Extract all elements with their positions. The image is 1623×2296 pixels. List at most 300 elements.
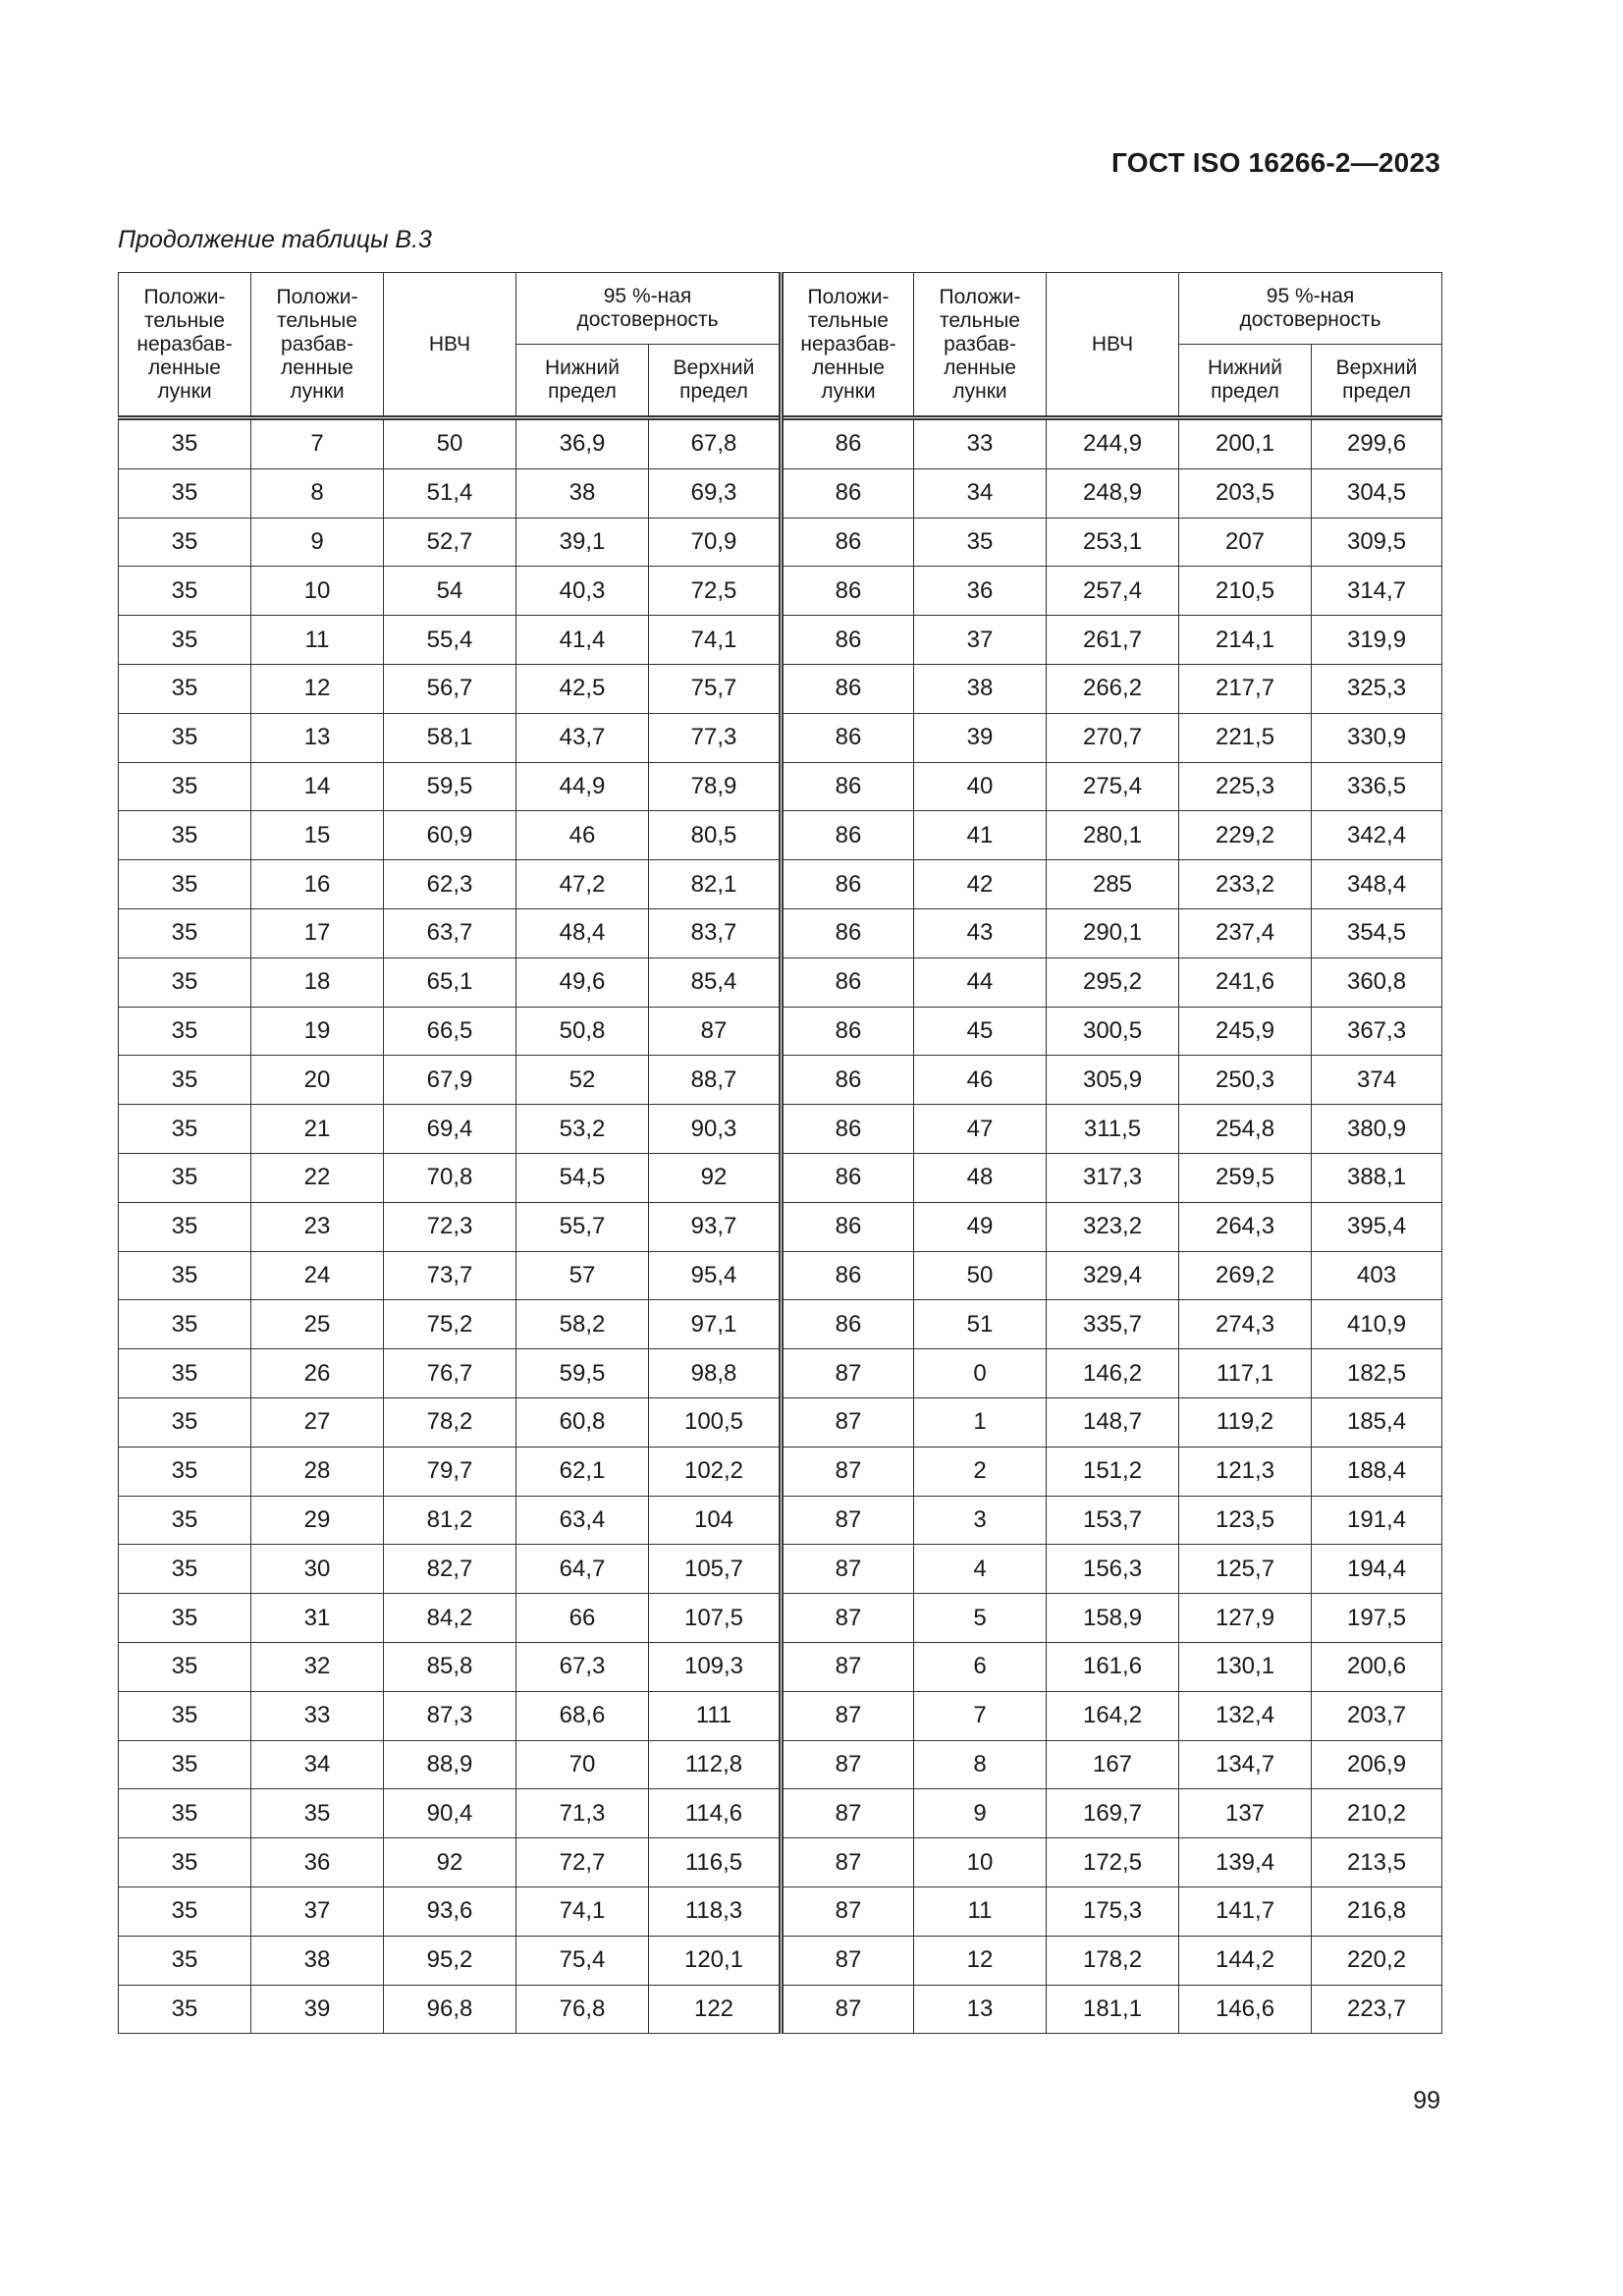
cell-lower-limit: 40,3 — [516, 567, 649, 616]
cell-mpn: 164,2 — [1047, 1691, 1179, 1740]
table-row — [119, 616, 1442, 665]
data-table — [118, 272, 1442, 2034]
cell-positive-diluted: 1 — [914, 1397, 1047, 1447]
table-row — [119, 1886, 1442, 1936]
cell-lower-limit: 55,7 — [516, 1202, 649, 1251]
cell-mpn: 96,8 — [384, 1985, 516, 2034]
cell-positive-undiluted: 35 — [119, 713, 251, 762]
cell-positive-undiluted: 35 — [119, 1936, 251, 1985]
cell-mpn: 88,9 — [384, 1740, 516, 1789]
cell-mpn: 58,1 — [384, 713, 516, 762]
cell-mpn: 146,2 — [1047, 1349, 1179, 1398]
cell-upper-limit: 220,2 — [1312, 1936, 1442, 1985]
cell-upper-limit: 367,3 — [1312, 1007, 1442, 1056]
cell-mpn: 175,3 — [1047, 1886, 1179, 1936]
cell-upper-limit: 304,5 — [1312, 468, 1442, 518]
table-body — [119, 418, 1442, 2034]
table-row — [119, 1300, 1442, 1349]
cell-mpn: 50 — [384, 418, 516, 469]
cell-mpn: 156,3 — [1047, 1545, 1179, 1594]
cell-positive-diluted: 39 — [251, 1985, 384, 2034]
cell-lower-limit: 53,2 — [516, 1105, 649, 1154]
table-row — [119, 957, 1442, 1007]
cell-positive-diluted: 8 — [914, 1740, 1047, 1789]
cell-positive-undiluted: 35 — [119, 1397, 251, 1447]
cell-upper-limit: 104 — [649, 1496, 782, 1545]
cell-mpn: 305,9 — [1047, 1056, 1179, 1105]
cell-positive-undiluted: 87 — [782, 1594, 914, 1643]
cell-upper-limit: 88,7 — [649, 1056, 782, 1105]
cell-lower-limit: 127,9 — [1179, 1594, 1312, 1643]
cell-positive-undiluted: 35 — [119, 1691, 251, 1740]
cell-mpn: 70,8 — [384, 1153, 516, 1202]
cell-mpn: 275,4 — [1047, 762, 1179, 811]
cell-upper-limit: 102,2 — [649, 1447, 782, 1496]
cell-positive-diluted: 49 — [914, 1202, 1047, 1251]
table-row — [119, 1789, 1442, 1838]
cell-mpn: 161,6 — [1047, 1642, 1179, 1691]
cell-mpn: 63,7 — [384, 908, 516, 957]
header-mpn: НВЧ — [384, 273, 516, 418]
header-positive-undiluted: Положи- тельные неразбав- ленные лунки — [782, 273, 914, 418]
cell-positive-diluted: 35 — [914, 518, 1047, 567]
cell-positive-undiluted: 86 — [782, 1153, 914, 1202]
cell-upper-limit: 78,9 — [649, 762, 782, 811]
cell-upper-limit: 77,3 — [649, 713, 782, 762]
cell-positive-undiluted: 35 — [119, 468, 251, 518]
table-row — [119, 1105, 1442, 1154]
cell-mpn: 178,2 — [1047, 1936, 1179, 1985]
cell-positive-undiluted: 86 — [782, 1105, 914, 1154]
cell-upper-limit: 360,8 — [1312, 957, 1442, 1007]
cell-lower-limit: 46 — [516, 811, 649, 860]
cell-positive-diluted: 17 — [251, 908, 384, 957]
cell-upper-limit: 410,9 — [1312, 1300, 1442, 1349]
cell-mpn: 317,3 — [1047, 1153, 1179, 1202]
cell-positive-diluted: 23 — [251, 1202, 384, 1251]
cell-upper-limit: 185,4 — [1312, 1397, 1442, 1447]
cell-positive-undiluted: 35 — [119, 616, 251, 665]
cell-positive-diluted: 18 — [251, 957, 384, 1007]
cell-mpn: 51,4 — [384, 468, 516, 518]
cell-mpn: 261,7 — [1047, 616, 1179, 665]
cell-positive-undiluted: 35 — [119, 664, 251, 713]
cell-lower-limit: 217,7 — [1179, 664, 1312, 713]
table-row — [119, 1056, 1442, 1105]
cell-mpn: 78,2 — [384, 1397, 516, 1447]
cell-upper-limit: 82,1 — [649, 860, 782, 909]
cell-upper-limit: 206,9 — [1312, 1740, 1442, 1789]
cell-positive-undiluted: 86 — [782, 860, 914, 909]
cell-lower-limit: 141,7 — [1179, 1886, 1312, 1936]
cell-positive-diluted: 48 — [914, 1153, 1047, 1202]
cell-positive-undiluted: 86 — [782, 616, 914, 665]
cell-positive-undiluted: 35 — [119, 1740, 251, 1789]
cell-positive-diluted: 27 — [251, 1397, 384, 1447]
cell-positive-undiluted: 86 — [782, 418, 914, 469]
cell-positive-undiluted: 86 — [782, 567, 914, 616]
cell-upper-limit: 194,4 — [1312, 1545, 1442, 1594]
cell-positive-undiluted: 86 — [782, 1007, 914, 1056]
cell-positive-undiluted: 86 — [782, 811, 914, 860]
cell-positive-diluted: 8 — [251, 468, 384, 518]
table-row — [119, 468, 1442, 518]
cell-upper-limit: 319,9 — [1312, 616, 1442, 665]
cell-upper-limit: 93,7 — [649, 1202, 782, 1251]
cell-lower-limit: 41,4 — [516, 616, 649, 665]
cell-mpn: 76,7 — [384, 1349, 516, 1398]
cell-lower-limit: 75,4 — [516, 1936, 649, 1985]
cell-mpn: 172,5 — [1047, 1838, 1179, 1887]
cell-positive-undiluted: 35 — [119, 811, 251, 860]
cell-mpn: 82,7 — [384, 1545, 516, 1594]
cell-positive-diluted: 50 — [914, 1251, 1047, 1300]
table-row — [119, 1153, 1442, 1202]
cell-positive-diluted: 10 — [251, 567, 384, 616]
cell-upper-limit: 200,6 — [1312, 1642, 1442, 1691]
document-code: ГОСТ ISO 16266-2—2023 — [1111, 147, 1440, 178]
cell-lower-limit: 237,4 — [1179, 908, 1312, 957]
cell-positive-undiluted: 87 — [782, 1936, 914, 1985]
cell-mpn: 167 — [1047, 1740, 1179, 1789]
cell-positive-undiluted: 87 — [782, 1838, 914, 1887]
cell-positive-diluted: 33 — [914, 418, 1047, 469]
cell-lower-limit: 144,2 — [1179, 1936, 1312, 1985]
cell-lower-limit: 71,3 — [516, 1789, 649, 1838]
cell-positive-diluted: 34 — [914, 468, 1047, 518]
cell-positive-undiluted: 35 — [119, 1545, 251, 1594]
cell-positive-undiluted: 86 — [782, 1300, 914, 1349]
cell-mpn: 93,6 — [384, 1886, 516, 1936]
cell-mpn: 335,7 — [1047, 1300, 1179, 1349]
cell-positive-diluted: 40 — [914, 762, 1047, 811]
cell-mpn: 266,2 — [1047, 664, 1179, 713]
cell-lower-limit: 210,5 — [1179, 567, 1312, 616]
cell-upper-limit: 80,5 — [649, 811, 782, 860]
cell-upper-limit: 85,4 — [649, 957, 782, 1007]
cell-positive-undiluted: 35 — [119, 1056, 251, 1105]
cell-positive-undiluted: 35 — [119, 1007, 251, 1056]
cell-positive-undiluted: 35 — [119, 1251, 251, 1300]
cell-upper-limit: 87 — [649, 1007, 782, 1056]
cell-upper-limit: 109,3 — [649, 1642, 782, 1691]
page-number: 99 — [1413, 2087, 1440, 2114]
cell-lower-limit: 225,3 — [1179, 762, 1312, 811]
cell-upper-limit: 203,7 — [1312, 1691, 1442, 1740]
cell-mpn: 311,5 — [1047, 1105, 1179, 1154]
cell-positive-undiluted: 35 — [119, 1886, 251, 1936]
cell-mpn: 65,1 — [384, 957, 516, 1007]
cell-mpn: 67,9 — [384, 1056, 516, 1105]
cell-mpn: 73,7 — [384, 1251, 516, 1300]
cell-upper-limit: 69,3 — [649, 468, 782, 518]
cell-positive-diluted: 44 — [914, 957, 1047, 1007]
cell-lower-limit: 59,5 — [516, 1349, 649, 1398]
cell-upper-limit: 74,1 — [649, 616, 782, 665]
cell-upper-limit: 299,6 — [1312, 418, 1442, 469]
cell-upper-limit: 112,8 — [649, 1740, 782, 1789]
cell-positive-undiluted: 35 — [119, 1838, 251, 1887]
cell-upper-limit: 309,5 — [1312, 518, 1442, 567]
cell-lower-limit: 130,1 — [1179, 1642, 1312, 1691]
cell-lower-limit: 60,8 — [516, 1397, 649, 1447]
cell-upper-limit: 342,4 — [1312, 811, 1442, 860]
cell-positive-undiluted: 87 — [782, 1691, 914, 1740]
header-lower-limit: Нижний предел — [516, 345, 649, 418]
cell-mpn: 75,2 — [384, 1300, 516, 1349]
cell-positive-diluted: 3 — [914, 1496, 1047, 1545]
cell-upper-limit: 213,5 — [1312, 1838, 1442, 1887]
cell-positive-diluted: 12 — [251, 664, 384, 713]
cell-upper-limit: 100,5 — [649, 1397, 782, 1447]
cell-positive-diluted: 4 — [914, 1545, 1047, 1594]
cell-positive-undiluted: 87 — [782, 1740, 914, 1789]
cell-lower-limit: 52 — [516, 1056, 649, 1105]
cell-lower-limit: 39,1 — [516, 518, 649, 567]
cell-mpn: 290,1 — [1047, 908, 1179, 957]
table-row — [119, 1202, 1442, 1251]
cell-positive-undiluted: 87 — [782, 1496, 914, 1545]
cell-positive-diluted: 19 — [251, 1007, 384, 1056]
cell-upper-limit: 105,7 — [649, 1545, 782, 1594]
cell-upper-limit: 107,5 — [649, 1594, 782, 1643]
cell-positive-undiluted: 35 — [119, 1789, 251, 1838]
cell-lower-limit: 44,9 — [516, 762, 649, 811]
table-caption: Продолжение таблицы В.3 — [118, 226, 432, 253]
cell-positive-diluted: 38 — [914, 664, 1047, 713]
cell-lower-limit: 66 — [516, 1594, 649, 1643]
cell-positive-undiluted: 35 — [119, 762, 251, 811]
table-row — [119, 1838, 1442, 1887]
cell-positive-diluted: 28 — [251, 1447, 384, 1496]
cell-mpn: 323,2 — [1047, 1202, 1179, 1251]
cell-positive-undiluted: 87 — [782, 1642, 914, 1691]
cell-lower-limit: 123,5 — [1179, 1496, 1312, 1545]
cell-upper-limit: 348,4 — [1312, 860, 1442, 909]
cell-positive-diluted: 5 — [914, 1594, 1047, 1643]
cell-upper-limit: 354,5 — [1312, 908, 1442, 957]
table-row — [119, 418, 1442, 469]
cell-mpn: 181,1 — [1047, 1985, 1179, 2034]
cell-mpn: 295,2 — [1047, 957, 1179, 1007]
cell-positive-undiluted: 35 — [119, 908, 251, 957]
cell-positive-undiluted: 35 — [119, 1153, 251, 1202]
cell-positive-diluted: 9 — [914, 1789, 1047, 1838]
cell-positive-undiluted: 86 — [782, 713, 914, 762]
cell-mpn: 253,1 — [1047, 518, 1179, 567]
cell-positive-diluted: 36 — [914, 567, 1047, 616]
cell-lower-limit: 36,9 — [516, 418, 649, 469]
cell-positive-undiluted: 87 — [782, 1789, 914, 1838]
cell-positive-diluted: 41 — [914, 811, 1047, 860]
cell-positive-diluted: 11 — [914, 1886, 1047, 1936]
cell-positive-diluted: 12 — [914, 1936, 1047, 1985]
header-confidence: 95 %-ная достоверность — [516, 273, 782, 345]
cell-positive-undiluted: 35 — [119, 1642, 251, 1691]
cell-mpn: 95,2 — [384, 1936, 516, 1985]
cell-positive-diluted: 21 — [251, 1105, 384, 1154]
cell-lower-limit: 57 — [516, 1251, 649, 1300]
header-upper-limit: Верхний предел — [649, 345, 782, 418]
header-mpn: НВЧ — [1047, 273, 1179, 418]
cell-positive-undiluted: 35 — [119, 567, 251, 616]
cell-mpn: 52,7 — [384, 518, 516, 567]
cell-positive-diluted: 43 — [914, 908, 1047, 957]
table-row — [119, 1447, 1442, 1496]
table-row — [119, 908, 1442, 957]
cell-mpn: 79,7 — [384, 1447, 516, 1496]
cell-positive-undiluted: 35 — [119, 1496, 251, 1545]
table-row — [119, 762, 1442, 811]
cell-positive-undiluted: 35 — [119, 1300, 251, 1349]
table-row — [119, 567, 1442, 616]
cell-positive-undiluted: 35 — [119, 1105, 251, 1154]
cell-positive-diluted: 38 — [251, 1936, 384, 1985]
table-row — [119, 1349, 1442, 1398]
header-lower-limit: Нижний предел — [1179, 345, 1312, 418]
cell-positive-undiluted: 35 — [119, 1447, 251, 1496]
cell-lower-limit: 42,5 — [516, 664, 649, 713]
cell-upper-limit: 118,3 — [649, 1886, 782, 1936]
cell-mpn: 280,1 — [1047, 811, 1179, 860]
table-row — [119, 664, 1442, 713]
cell-upper-limit: 116,5 — [649, 1838, 782, 1887]
cell-positive-undiluted: 86 — [782, 518, 914, 567]
cell-mpn: 169,7 — [1047, 1789, 1179, 1838]
cell-lower-limit: 241,6 — [1179, 957, 1312, 1007]
cell-lower-limit: 54,5 — [516, 1153, 649, 1202]
cell-positive-undiluted: 86 — [782, 1251, 914, 1300]
cell-lower-limit: 233,2 — [1179, 860, 1312, 909]
cell-lower-limit: 117,1 — [1179, 1349, 1312, 1398]
cell-positive-diluted: 45 — [914, 1007, 1047, 1056]
cell-upper-limit: 98,8 — [649, 1349, 782, 1398]
header-positive-diluted: Положи- тельные разбав- ленные лунки — [251, 273, 384, 418]
cell-positive-diluted: 35 — [251, 1789, 384, 1838]
cell-positive-undiluted: 86 — [782, 468, 914, 518]
cell-mpn: 90,4 — [384, 1789, 516, 1838]
cell-upper-limit: 75,7 — [649, 664, 782, 713]
header-positive-undiluted: Положи- тельные неразбав- ленные лунки — [119, 273, 251, 418]
cell-positive-diluted: 15 — [251, 811, 384, 860]
cell-upper-limit: 182,5 — [1312, 1349, 1442, 1398]
cell-positive-undiluted: 86 — [782, 762, 914, 811]
cell-positive-diluted: 11 — [251, 616, 384, 665]
cell-lower-limit: 274,3 — [1179, 1300, 1312, 1349]
cell-lower-limit: 203,5 — [1179, 468, 1312, 518]
cell-positive-undiluted: 86 — [782, 908, 914, 957]
cell-positive-diluted: 37 — [251, 1886, 384, 1936]
cell-positive-undiluted: 35 — [119, 957, 251, 1007]
cell-positive-diluted: 47 — [914, 1105, 1047, 1154]
cell-upper-limit: 67,8 — [649, 418, 782, 469]
cell-lower-limit: 146,6 — [1179, 1985, 1312, 2034]
cell-positive-diluted: 25 — [251, 1300, 384, 1349]
cell-lower-limit: 48,4 — [516, 908, 649, 957]
cell-lower-limit: 63,4 — [516, 1496, 649, 1545]
cell-mpn: 92 — [384, 1838, 516, 1887]
table-row — [119, 1642, 1442, 1691]
table-row — [119, 1936, 1442, 1985]
cell-upper-limit: 191,4 — [1312, 1496, 1442, 1545]
cell-lower-limit: 134,7 — [1179, 1740, 1312, 1789]
table-row — [119, 518, 1442, 567]
cell-positive-undiluted: 87 — [782, 1447, 914, 1496]
cell-lower-limit: 207 — [1179, 518, 1312, 567]
cell-positive-diluted: 13 — [251, 713, 384, 762]
cell-positive-diluted: 24 — [251, 1251, 384, 1300]
cell-mpn: 300,5 — [1047, 1007, 1179, 1056]
cell-mpn: 248,9 — [1047, 468, 1179, 518]
cell-mpn: 151,2 — [1047, 1447, 1179, 1496]
cell-mpn: 66,5 — [384, 1007, 516, 1056]
cell-lower-limit: 221,5 — [1179, 713, 1312, 762]
table-row — [119, 1251, 1442, 1300]
cell-lower-limit: 214,1 — [1179, 616, 1312, 665]
cell-positive-diluted: 2 — [914, 1447, 1047, 1496]
cell-positive-diluted: 20 — [251, 1056, 384, 1105]
table-header — [119, 273, 1442, 418]
cell-mpn: 54 — [384, 567, 516, 616]
cell-upper-limit: 122 — [649, 1985, 782, 2034]
cell-positive-undiluted: 87 — [782, 1886, 914, 1936]
table-row — [119, 860, 1442, 909]
table-row — [119, 1691, 1442, 1740]
cell-lower-limit: 47,2 — [516, 860, 649, 909]
cell-lower-limit: 229,2 — [1179, 811, 1312, 860]
cell-mpn: 55,4 — [384, 616, 516, 665]
cell-positive-undiluted: 35 — [119, 1594, 251, 1643]
cell-upper-limit: 114,6 — [649, 1789, 782, 1838]
cell-mpn: 60,9 — [384, 811, 516, 860]
cell-mpn: 62,3 — [384, 860, 516, 909]
cell-positive-undiluted: 86 — [782, 1056, 914, 1105]
cell-positive-undiluted: 35 — [119, 1985, 251, 2034]
table-row — [119, 1985, 1442, 2034]
cell-lower-limit: 121,3 — [1179, 1447, 1312, 1496]
cell-upper-limit: 216,8 — [1312, 1886, 1442, 1936]
cell-positive-undiluted: 35 — [119, 860, 251, 909]
header-confidence: 95 %-ная достоверность — [1179, 273, 1442, 345]
cell-upper-limit: 374 — [1312, 1056, 1442, 1105]
cell-positive-diluted: 51 — [914, 1300, 1047, 1349]
cell-mpn: 81,2 — [384, 1496, 516, 1545]
cell-positive-diluted: 29 — [251, 1496, 384, 1545]
cell-positive-undiluted: 35 — [119, 418, 251, 469]
cell-mpn: 87,3 — [384, 1691, 516, 1740]
cell-positive-diluted: 16 — [251, 860, 384, 909]
cell-mpn: 270,7 — [1047, 713, 1179, 762]
cell-lower-limit: 67,3 — [516, 1642, 649, 1691]
cell-positive-undiluted: 35 — [119, 518, 251, 567]
cell-lower-limit: 125,7 — [1179, 1545, 1312, 1594]
cell-upper-limit: 83,7 — [649, 908, 782, 957]
cell-positive-diluted: 31 — [251, 1594, 384, 1643]
cell-positive-diluted: 42 — [914, 860, 1047, 909]
cell-lower-limit: 58,2 — [516, 1300, 649, 1349]
cell-lower-limit: 254,8 — [1179, 1105, 1312, 1154]
cell-positive-undiluted: 87 — [782, 1985, 914, 2034]
cell-mpn: 84,2 — [384, 1594, 516, 1643]
cell-lower-limit: 132,4 — [1179, 1691, 1312, 1740]
cell-upper-limit: 223,7 — [1312, 1985, 1442, 2034]
cell-lower-limit: 43,7 — [516, 713, 649, 762]
table-row — [119, 1007, 1442, 1056]
cell-mpn: 329,4 — [1047, 1251, 1179, 1300]
cell-positive-undiluted: 35 — [119, 1349, 251, 1398]
cell-lower-limit: 72,7 — [516, 1838, 649, 1887]
cell-positive-diluted: 9 — [251, 518, 384, 567]
